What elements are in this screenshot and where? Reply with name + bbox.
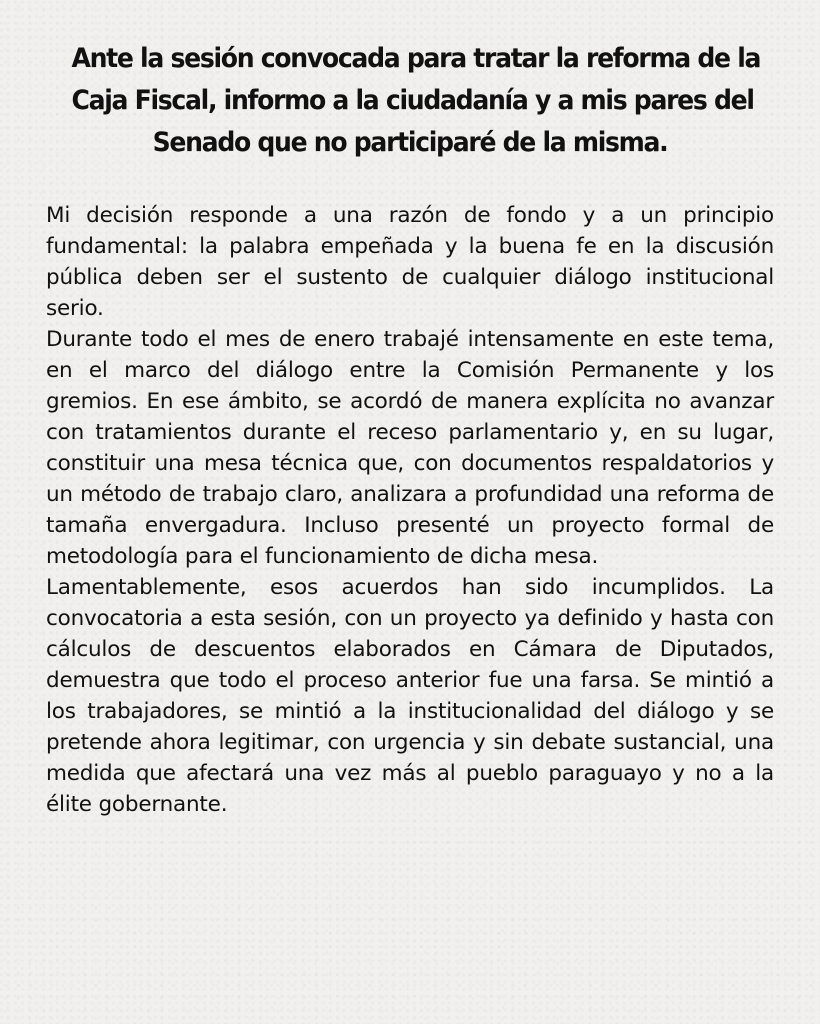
statement-body (46, 200, 774, 820)
paragraph-2: Durante todo el mes de enero trabajé intensamente en este tema, en el marco del diálogo entre la Comisión Permanente y los gremios. En ese ámbito, se acordó de manera explícita no avanzar con tratamientos durante el receso parlamentario y, en su lugar, constituir una mesa técnica que, con documentos respaldatorios y un método de trabajo claro, analizara a profundidad una reforma de tamaña envergadura. Incluso presenté un proyecto formal de metodología para el funcionamiento de dicha mesa. (46, 327, 774, 569)
headline (71, 38, 761, 164)
headline-line-2: Caja Fiscal, informo a la ciudadanía y a mis pares del (71, 85, 754, 116)
headline-line-3: Senado que no participaré de la misma. (152, 127, 668, 158)
paragraph-1: Mi decisión responde a una razón de fondo y a un principio fundamental: la palabra empeñada y la buena fe en la discusión pública deben ser el sustento de cualquier diálogo institucional serio. (46, 203, 774, 321)
headline-line-1: Ante la sesión convocada para tratar la reforma de la (71, 43, 761, 74)
paragraph-3: Lamentablemente, esos acuerdos han sido incumplidos. La convocatoria a esta sesión, con un proyecto ya definido y hasta con cálculos de descuentos elaborados en Cámara de Diputados, demuestra que todo el proceso anterior fue una farsa. Se mintió a los trabajadores, se mintió a la institucionalidad del diálogo y se pretende ahora legitimar, con urgencia y sin debate sustancial, una medida que afectará una vez más al pueblo paraguayo y no a la élite gobernante. (46, 575, 774, 817)
